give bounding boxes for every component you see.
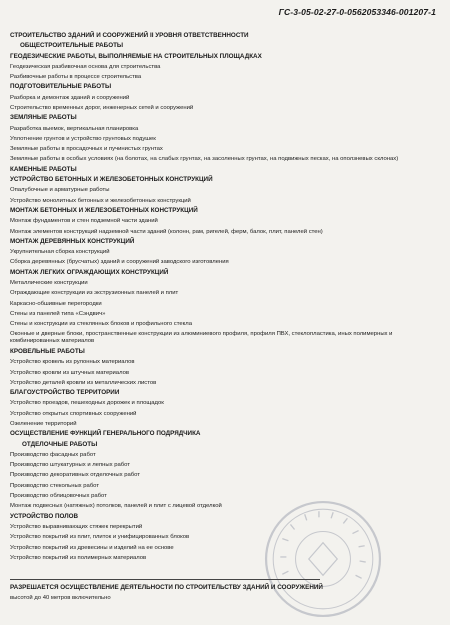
- document-number: ГС-3-05-02-27-0-0562053346-001207-1: [278, 7, 436, 17]
- section-heading: МОНТАЖ ЛЕГКИХ ОГРАЖДАЮЩИХ КОНСТРУКЦИЙ: [10, 268, 169, 276]
- work-item: Укрупнительная сборка конструкций: [10, 249, 110, 256]
- work-item: Устройство покрытий из полимерных материалов: [10, 554, 147, 561]
- section-heading: УСТРОЙСТВО ПОЛОВ: [10, 512, 79, 520]
- section-heading: СТРОИТЕЛЬСТВО ЗДАНИЙ И СООРУЖЕНИЙ II УРОВНЯ ОТВЕТСТВЕННОСТИ: [10, 32, 249, 39]
- section-heading: КРОВЕЛЬНЫЕ РАБОТЫ: [10, 347, 85, 355]
- section-heading: УСТРОЙСТВО БЕТОННЫХ И ЖЕЛЕЗОБЕТОННЫХ КОНСТРУКЦИЙ: [10, 176, 213, 184]
- section-heading: ГЕОДЕЗИЧЕСКИЕ РАБОТЫ, ВЫПОЛНЯЕМЫЕ НА СТРОИТЕЛЬНЫХ ПЛОЩАДКАХ: [10, 52, 262, 60]
- work-item: Геодезическая разбивочная основа для строительства: [10, 63, 161, 70]
- work-item: Разработка выемок, вертикальная планировка: [10, 125, 139, 132]
- work-item: Озеленение территорий: [10, 421, 77, 427]
- work-types-list: [10, 31, 440, 563]
- work-item: Оконные и дверные блоки, пространственные конструкции из алюминиевого профиля, профиля ПВХ, стеклопластика, иных полимерных и комбинированных материалов: [10, 330, 393, 344]
- work-item: Земляные работы в особых условиях (на болотах, на слабых грунтах, на засоленных грунтах, на подвижных песках, на оползневых склонах): [10, 155, 399, 162]
- work-item: Опалубочные и арматурные работы: [10, 187, 110, 194]
- work-item: Устройство деталей кровли из металлических листов: [10, 379, 157, 386]
- work-item: Стены из панелей типа «Сэндвич»: [10, 310, 106, 317]
- work-item: Производство стекольных работ: [10, 482, 100, 489]
- section-heading: КАМЕННЫЕ РАБОТЫ: [10, 165, 77, 173]
- footer-divider: [10, 579, 320, 580]
- section-heading: МОНТАЖ БЕТОННЫХ И ЖЕЛЕЗОБЕТОННЫХ КОНСТРУКЦИЙ: [10, 206, 198, 214]
- work-item: Разбивочные работы в процессе строительства: [10, 74, 142, 81]
- work-item: Ограждающие конструкции из экструзионных панелей и плит: [10, 290, 179, 297]
- work-item: Монтаж фундаментов и стен подземной части зданий: [10, 218, 158, 225]
- footer-permission: РАЗРЕШАЕТСЯ ОСУЩЕСТВЛЕНИЕ ДЕЯТЕЛЬНОСТИ ПО СТРОИТЕЛЬСТВУ ЗДАНИЙ И СООРУЖЕНИЙ: [10, 584, 323, 591]
- work-item: Устройство покрытий из древесины и изделий на ее основе: [10, 544, 174, 551]
- work-item: Сборка деревянных (брусчатых) зданий и сооружений заводского изготовления: [10, 259, 229, 266]
- section-heading: ПОДГОТОВИТЕЛЬНЫЕ РАБОТЫ: [10, 83, 112, 91]
- work-item: Уплотнение грунтов и устройство грунтовых подушек: [10, 135, 156, 142]
- work-item: Монтаж подвесных (натяжных) потолков, панелей и плит с лицевой отделкой: [10, 503, 222, 510]
- work-item: Устройство проездов, пешеходных дорожек и площадок: [10, 400, 164, 407]
- work-item: Устройство открытых спортивных сооружений: [10, 410, 137, 417]
- section-heading: ОБЩЕСТРОИТЕЛЬНЫЕ РАБОТЫ: [20, 42, 124, 50]
- work-item: Каркасно-обшивные перегородки: [10, 300, 102, 307]
- work-item: Монтаж элементов конструкций надземной части зданий (колонн, рам, ригелей, ферм, балок, плит, панелей стен): [10, 228, 323, 235]
- work-item: Производство декоративных отделочных работ: [10, 472, 141, 479]
- work-item: Разборка и демонтаж зданий и сооружений: [10, 94, 130, 101]
- work-item: Производство фасадных работ: [10, 451, 96, 458]
- footer-height-limit: высотой до 40 метров включительно: [10, 595, 111, 601]
- work-item: Устройство кровель из рулонных материалов: [10, 359, 135, 366]
- work-item: Земляные работы в просадочных и пучинистых грунтах: [10, 146, 163, 153]
- section-heading: ОТДЕЛОЧНЫЕ РАБОТЫ: [22, 440, 98, 448]
- work-item: Устройство покрытий из плит, плиток и унифицированных блоков: [10, 534, 190, 541]
- work-item: Устройство кровли из штучных материалов: [10, 369, 129, 376]
- section-heading: МОНТАЖ ДЕРЕВЯННЫХ КОНСТРУКЦИЙ: [10, 237, 135, 245]
- work-item: Стены и конструкции из стеклянных блоков и профильного стекла: [10, 321, 192, 328]
- footer: [10, 583, 440, 603]
- section-heading: ЗЕМЛЯНЫЕ РАБОТЫ: [10, 114, 77, 122]
- work-item: Производство облицовочных работ: [10, 493, 107, 500]
- section-heading: ОСУЩЕСТВЛЕНИЕ ФУНКЦИЙ ГЕНЕРАЛЬНОГО ПОДРЯДЧИКА: [10, 430, 201, 438]
- work-item: Устройство монолитных бетонных и железобетонных конструкций: [10, 197, 191, 204]
- work-item: Устройство выравнивающих стяжек перекрытий: [10, 523, 143, 530]
- work-item: Производство штукатурных и лепных работ: [10, 462, 130, 469]
- work-item: Металлические конструкции: [10, 280, 88, 287]
- work-item: Строительство временных дорог, инженерных сетей и сооружений: [10, 105, 194, 112]
- section-heading: БЛАГОУСТРОЙСТВО ТЕРРИТОРИИ: [10, 389, 120, 397]
